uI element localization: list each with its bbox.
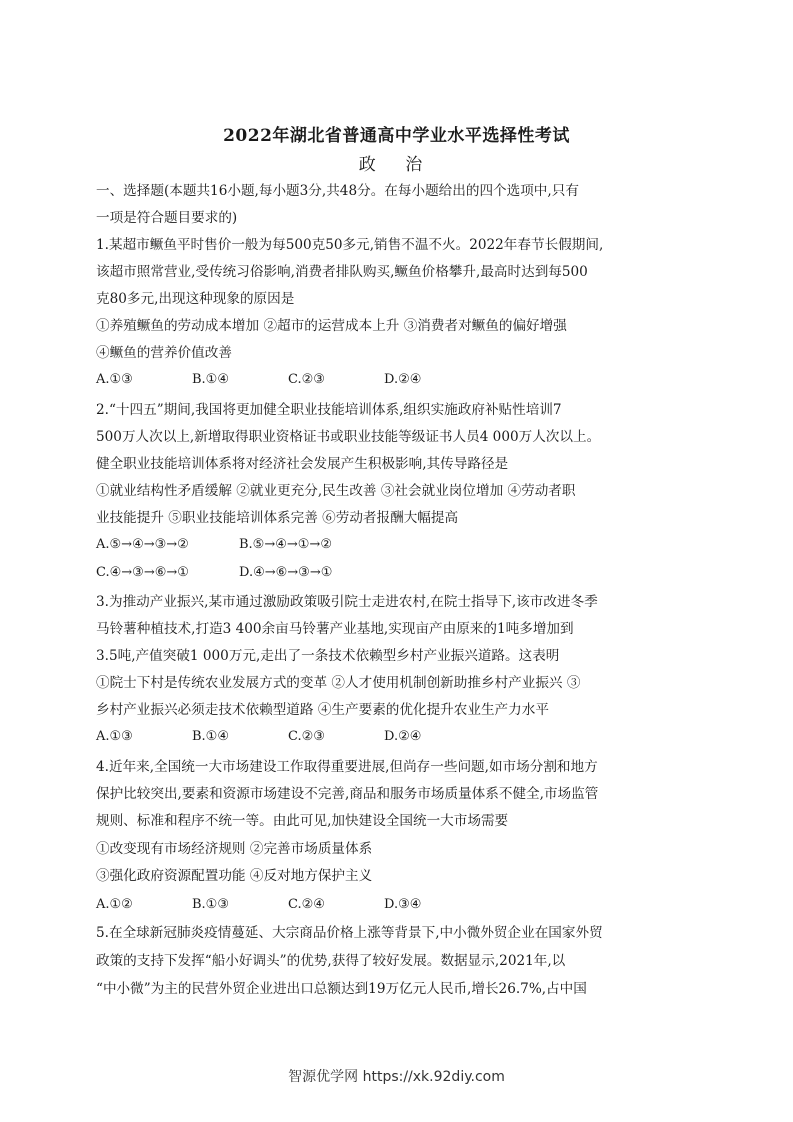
subject-heading: 政 治 [358,155,435,175]
q2-option-a: A.⑤→④→③→② [96,537,189,552]
q5-stem-line1: 5.在全球新冠肺炎疫情蔓延、大宗商品价格上涨等背景下,中小微外贸企业在国家外贸 [96,925,603,941]
q1-option-d: D.②④ [384,372,422,387]
q2-items-line1: ①就业结构性矛盾缓解 ②就业更充分,民生改善 ③社会就业岗位增加 ④劳动者职 [96,483,576,499]
q1-items-line1: ①养殖鳜鱼的劳动成本增加 ②超市的运营成本上升 ③消费者对鳜鱼的偏好增强 [96,318,567,334]
section-instructions-line2: 一项是符合题目要求的) [96,210,238,226]
q4-items-line2: ③强化政府资源配置功能 ④反对地方保护主义 [96,868,373,884]
q4-items-line1: ①改变现有市场经济规则 ②完善市场质量体系 [96,841,373,857]
q4-option-b: B.①③ [192,897,229,912]
page-title: 2022年湖北省普通高中学业水平选择性考试 [223,126,570,146]
q4-option-a: A.①② [96,897,133,912]
q1-stem-line1: 1.某超市鳜鱼平时售价一般为每500克50多元,销售不温不火。2022年春节长假期间, [96,237,604,253]
q2-stem-line2: 500万人次以上,新增取得职业资格证书或职业技能等级证书人员4 000万人次以上。 [96,429,601,445]
q4-stem-line2: 保护比较突出,要素和资源市场建设不完善,商品和服务市场质量体系不健全,市场监管 [96,786,599,802]
q2-options-row2 [96,560,382,586]
q5-stem-line3: “中小微”为主的民营外贸企业进出口总额达到19万亿元人民币,增长26.7%,占中国 [96,981,587,997]
q4-stem-line3: 规则、标准和程序不统一等。由此可见,加快建设全国统一大市场需要 [96,813,509,829]
q2-option-d: D.④→⑥→③→① [239,565,333,580]
q2-option-c: C.④→③→⑥→① [96,565,189,580]
q3-stem-line3: 3.5吨,产值突破1 000万元,走出了一条技术依赖型乡村产业振兴道路。这表明 [96,648,560,664]
q4-stem-line1: 4.近年来,全国统一大市场建设工作取得重要进展,但尚存一些问题,如市场分割和地方 [96,759,598,775]
q3-option-d: D.②④ [384,729,422,744]
q2-options-row1 [96,532,382,558]
q1-items-line2: ④鳜鱼的营养价值改善 [96,345,232,361]
q1-option-c: C.②③ [288,372,325,387]
q2-stem-line1: 2.“十四五”期间,我国将更加健全职业技能培训体系,组织实施政府补贴性培训7 [96,402,562,418]
q4-option-c: C.②④ [288,897,325,912]
q3-option-a: A.①③ [96,729,133,744]
q3-option-c: C.②③ [288,729,325,744]
q4-options [96,892,480,918]
q2-stem-line3: 健全职业技能培训体系将对经济社会发展产生积极影响,其传导路径是 [96,456,509,472]
q1-stem-line3: 克80多元,出现这种现象的原因是 [96,291,295,307]
q2-option-b: B.⑤→④→①→② [239,537,332,552]
q5-stem-line2: 政策的支持下发挥“船小好调头”的优势,获得了较好发展。数据显示,2021年,以 [96,953,566,969]
q3-items-line2: 乡村产业振兴必须走技术依赖型道路 ④生产要素的优化提升农业生产力水平 [96,702,549,718]
q1-options [96,367,480,393]
q3-items-line1: ①院士下村是传统农业发展方式的变革 ②人才使用机制创新助推乡村产业振兴 ③ [96,675,581,691]
q3-option-b: B.①④ [192,729,229,744]
q3-stem-line2: 马铃薯种植技术,打造3 400余亩马铃薯产业基地,实现亩产由原来的1吨多增加到 [96,621,574,637]
section-instructions-line1: 一、选择题(本题共16小题,每小题3分,共48分。在每小题给出的四个选项中,只有 [96,183,579,199]
q3-options [96,724,480,750]
q1-stem-line2: 该超市照常营业,受传统习俗影响,消费者排队购买,鳜鱼价格攀升,最高时达到每500 [96,264,588,280]
q1-option-b: B.①④ [192,372,229,387]
q1-option-a: A.①③ [96,372,133,387]
q4-option-d: D.③④ [384,897,422,912]
q2-items-line2: 业技能提升 ⑤职业技能培训体系完善 ⑥劳动者报酬大幅提高 [96,510,459,526]
footer-watermark: 智源优学网 https://xk.92diy.com [288,1069,505,1085]
q3-stem-line1: 3.为推动产业振兴,某市通过激励政策吸引院士走进农村,在院士指导下,该市改进冬季 [96,594,598,610]
